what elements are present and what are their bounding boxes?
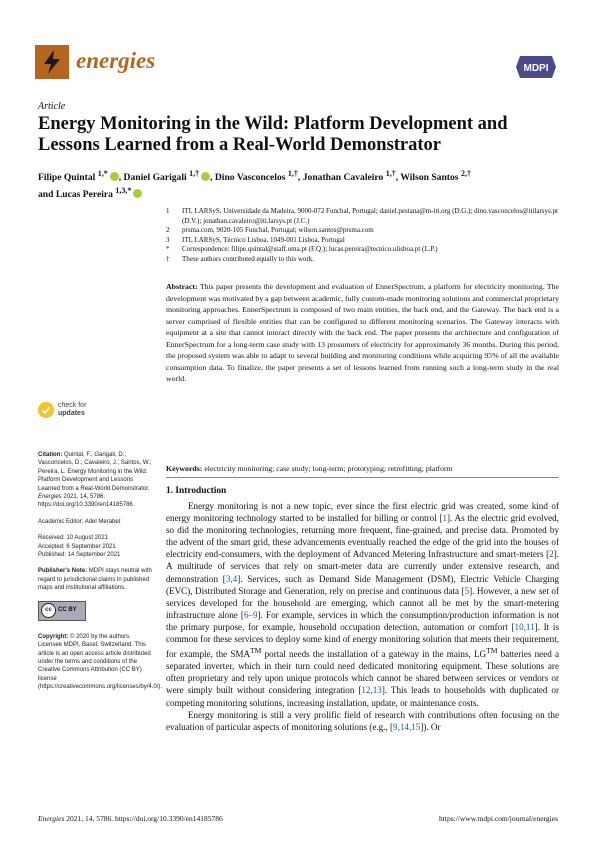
affiliation-row	[166, 207, 566, 226]
affiliation-text: prsma.com, 9020-105 Funchal, Portugal; wilson.santos@prsma.com	[182, 226, 374, 235]
keywords	[166, 463, 559, 474]
affiliation-text: Correspondence: filipe.quintal@staff.uma.pt (F.Q.); lucas.pereira@tecnico.ulisboa.pt (L.P.)	[182, 245, 438, 254]
affiliation-mark: 2	[166, 226, 170, 235]
author-name: Lucas Pereira	[55, 189, 113, 201]
check-updates-line1: check for	[58, 402, 87, 409]
footer-url[interactable]: https://www.mdpi.com/journal/energies	[439, 814, 558, 823]
affiliation-text: ITI, LARSyS, Técnico Lisboa, 1049-001 Lisboa, Portugal	[182, 235, 345, 244]
check-updates-line2: updates	[58, 410, 85, 417]
paper-title: Energy Monitoring in the Wild: Platform Development and Lessons Learned from a Real-World Demonstrator	[38, 114, 508, 155]
affiliation-mark: 3	[166, 235, 170, 244]
citation-label: Citation:	[38, 452, 63, 458]
author-affiliation-mark: 1,†	[189, 169, 200, 178]
orcid-icon[interactable]	[201, 172, 210, 181]
publisher-note-label: Publisher's Note:	[38, 568, 88, 575]
citation-doi[interactable]: 2021, 14, 5786. https://doi.org/10.3390/en14185786	[38, 494, 133, 509]
journal-name[interactable]: energies	[76, 48, 156, 73]
copyright-label: Copyright:	[38, 633, 69, 640]
author-affiliation-mark: 1,†	[385, 169, 396, 178]
author-name: Dino Vasconcelos	[214, 172, 286, 184]
affiliation-row	[166, 245, 566, 255]
affiliation-mark: *	[166, 245, 170, 254]
citation-link[interactable]: 6–9	[243, 609, 258, 620]
section-title: Introduction	[175, 486, 227, 496]
svg-text:MDPI: MDPI	[523, 63, 549, 74]
check-updates-icon	[38, 402, 54, 418]
divider	[166, 477, 559, 478]
author-name: Filipe Quintal	[38, 172, 96, 184]
received-date: Received: 10 August 2021	[38, 535, 109, 542]
body-text	[166, 500, 559, 733]
trademark-mark: TM	[486, 646, 498, 656]
citation-link[interactable]: 3,4	[225, 573, 238, 584]
cc-icon: cc	[41, 603, 56, 618]
citation-link[interactable]: 12,13	[361, 685, 382, 696]
journal-logo-icon	[35, 45, 69, 79]
author-affiliation-mark: 1,*	[97, 169, 108, 178]
keywords-label: Keywords:	[166, 464, 203, 473]
section-heading	[166, 486, 226, 496]
affiliation-row	[166, 236, 566, 246]
citation-link[interactable]: 2	[549, 549, 554, 560]
cc-license-icon[interactable]	[38, 601, 86, 621]
author-name: Wilson Santos	[400, 172, 459, 184]
abstract-label: Abstract:	[166, 282, 198, 291]
footer-journal: Energies	[38, 814, 65, 823]
article-type: Article	[38, 101, 66, 112]
affiliation-row	[166, 226, 566, 236]
author-name: Daniel Garigali	[123, 172, 187, 184]
citation-link[interactable]: 9,14,15	[393, 721, 421, 732]
paragraph: Energy monitoring is not a new topic, ever since the first electric grid was created, some kind of energy monitoring technology started to be installed for billing or control [1]. As the electric grid evolved, so did the monitoring technologies, returning more frequent, fine-grained, and precise data. Promoted by the advent of the smart grid, these advancements eventually reached the edge of the grid into the houses of electricity end-consumers, with the deployment of Advanced Metering Infrastructure and smart-meters [2]. A multitude of services that rely on smart-meter data are currently under extensive research, and demonstration [3,4]. Services, such as Demand Side Management (DSM), Electric Vehicle Charging (EVC), Distributed Storage and Generation, rely on precise and continuous data [5]. However, a new set of services developed for the household are emerging, which cannot all be met by the smart-metering infrastructure alone [6–9]. For example, services in which the consumption/production information is not the primary purpose, for example, household occupation detection, automation or comfort [10,11]. It is common for these services to deploy some kind of energy monitoring solution that meets their requirement, for example, the SMA™ portal needs the installation of a gateway in the mains, LG™ batteries need a separated inverter, which in their turn could need dedicated monitoring equipment. These solutions are often proprietary and rely upon unique protocols which cannot be shared between services or vendors or were simply built without considering integration [12,13]. This leads to households with duplicated or competing monitoring solutions, increasing installation, update, or maintenance costs.	[166, 501, 560, 708]
affiliation-mark: †	[166, 254, 170, 263]
section-number: 1.	[166, 486, 174, 496]
publisher-note-text: MDPI stays neutral with regard to jurisdictional claims in published maps and institutional affiliations.	[38, 568, 152, 592]
check-for-updates-button[interactable]	[38, 402, 148, 420]
footer-doi[interactable]: 2021, 14, 5786. https://doi.org/10.3390/en14185786	[66, 814, 223, 823]
copyright-block	[38, 633, 163, 692]
affiliation-mark: 1	[166, 207, 170, 215]
citation-journal: Energies	[38, 494, 62, 501]
copyright-text: © 2020 by the authors. Licensee MDPI, Basel, Switzerland. This article is an open access article distributed under the terms and conditions of the Creative Commons Attribution (CC BY) license (https://creativecommons.org/licenses/by/4.0/).	[38, 633, 163, 691]
affiliation-row	[166, 255, 566, 265]
citation-text: Quintal, F.; Garigali, D.; Vasconcelos, D.; Cavaleiro, J.; Santos, W.; Pereira, L. Energy Monitoring in the Wild: Platform Development and Lessons Learned from a Real-World Demonstrator.	[38, 452, 152, 492]
affiliation-text: ITI, LARSyS, Universidade da Madeira, 9000-072 Funchal, Portugal; daniel.pestana@m-iti.org (D.G.); dino.vasconcelos@itilarsys.pt (D.V.); jonathan.cavaleiro@iti.larsys.pt (J.C.)	[182, 207, 558, 225]
publisher-note	[38, 567, 156, 592]
abstract-text: This paper presents the development and evaluation of EnnerSpectrum, a platform for electricity monitoring. The development was motivated by a gap between academic, fully custom-made monitoring solutions and commercial proprietary monitoring approaches. EnnerSpectrum is composed of two main entities, the back end, and the Gateway. The back end is a server comprised of flexible entities that can be configured to different monitoring scenarios. The Gateway interacts with equipment at a site that cannot interact directly with the back end. The paper presents the architecture and configuration of EnnerSpectrum for a long-term case study with 13 prosumers of electricity for approximately 36 months. During this period, the proposed system was able to adapt to several building and monitoring conditions while acquiring 95% of all the available consumption data. To finalize, the paper presents a set of lessons learned from running such a long-term study in the real world.	[166, 282, 559, 383]
author-list: Filipe Quintal $^{1,*}$ , Daniel Garigali $^{1,\dagger}$ , Dino Vasconcelos $^{1,\dagger}$, Jonathan Cavaleiro $^{1,\dagger}$, Wilson Santos $^{2,\dagger}$ and Lucas Pereira $^{1,3,*}$	[38, 169, 471, 201]
sidebar	[38, 451, 163, 700]
abstract	[166, 281, 559, 385]
orcid-icon[interactable]	[110, 172, 119, 181]
orcid-icon[interactable]	[133, 189, 142, 198]
affiliations	[166, 207, 566, 265]
citation-block	[38, 451, 156, 510]
trademark-mark: TM	[250, 646, 262, 656]
author-name: Jonathan Cavaleiro	[302, 172, 384, 184]
author-affiliation-mark: 2,†	[460, 169, 471, 178]
published-date: Published: 14 September 2021	[38, 552, 121, 559]
paragraph: Energy monitoring is still a very prolific field of research with contributions often focusing on the evaluation of particular aspects of monitoring solutions (e.g., [9,14,15]). Or	[166, 709, 559, 732]
author-affiliation-mark: 1,3,*	[115, 186, 132, 196]
footer-citation	[38, 814, 223, 823]
keywords-text: electricity monitoring; case study; long-term; prototyping; retrofitting; platform	[204, 464, 453, 473]
academic-editor: Academic Editor: Adel Merabet	[38, 518, 121, 525]
author-affiliation-mark: 1,†	[287, 169, 298, 178]
citation-link[interactable]: 5	[464, 585, 470, 596]
affiliation-text: These authors contributed equally to this work.	[182, 254, 314, 263]
cc-label: CC BY	[58, 607, 77, 614]
citation-link[interactable]: 10,11	[514, 621, 535, 632]
accepted-date: Accepted: 6 September 2021	[38, 543, 116, 550]
citation-link[interactable]: 1	[442, 513, 448, 524]
mdpi-logo-icon[interactable]	[516, 56, 556, 78]
